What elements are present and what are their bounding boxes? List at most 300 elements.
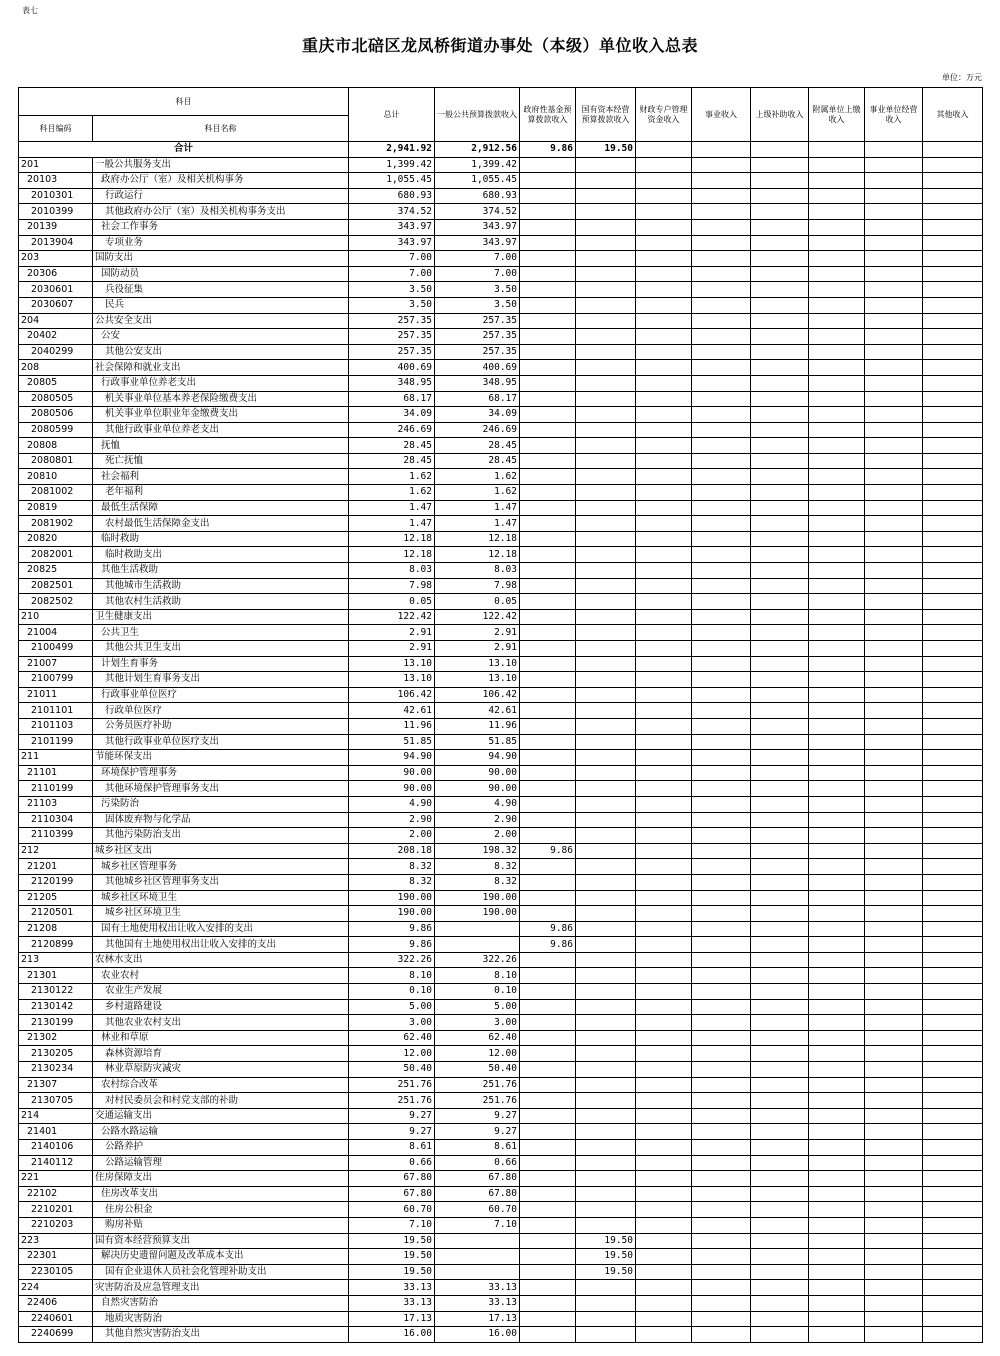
total-value (923, 142, 983, 158)
row-name: 其他城乡社区管理事务支出 (93, 874, 349, 890)
row-total: 19.50 (349, 1233, 435, 1249)
header-subject: 科目 (19, 88, 349, 116)
row-name: 临时救助支出 (93, 547, 349, 563)
row-total: 8.32 (349, 859, 435, 875)
row-empty-cell (809, 219, 865, 235)
row-empty-cell (923, 516, 983, 532)
row-total: 67.80 (349, 1171, 435, 1187)
row-empty-cell (636, 812, 692, 828)
table-row (19, 1155, 983, 1171)
row-gov-fund (520, 1108, 576, 1124)
row-name: 林业草原防灾减灾 (93, 1062, 349, 1078)
row-name: 农业农村 (93, 968, 349, 984)
row-code: 21201 (19, 859, 93, 875)
row-empty-cell (923, 375, 983, 391)
row-empty-cell (865, 375, 923, 391)
row-empty-cell (809, 1280, 865, 1296)
row-name: 机关事业单位基本养老保险缴费支出 (93, 391, 349, 407)
row-empty-cell (923, 1124, 983, 1140)
row-empty-cell (751, 796, 809, 812)
row-name: 其他公共卫生支出 (93, 641, 349, 657)
row-name: 其他生活救助 (93, 563, 349, 579)
total-value (809, 142, 865, 158)
row-code: 20805 (19, 375, 93, 391)
row-empty-cell (809, 407, 865, 423)
row-empty-cell (809, 952, 865, 968)
row-code: 2101199 (19, 734, 93, 750)
row-code: 2080801 (19, 453, 93, 469)
row-name: 社会保障和就业支出 (93, 360, 349, 376)
row-state-capital (576, 828, 636, 844)
row-empty-cell (809, 1093, 865, 1109)
table-row (19, 469, 983, 485)
row-code: 2140106 (19, 1140, 93, 1156)
row-empty-cell (751, 1280, 809, 1296)
row-gov-fund (520, 1264, 576, 1280)
row-general-budget: 0.05 (435, 594, 520, 610)
row-empty-cell (809, 188, 865, 204)
row-empty-cell (636, 188, 692, 204)
row-total: 12.00 (349, 1046, 435, 1062)
row-empty-cell (692, 297, 751, 313)
row-name: 对村民委员会和村党支部的补助 (93, 1093, 349, 1109)
row-code: 20825 (19, 563, 93, 579)
row-empty-cell (809, 469, 865, 485)
row-gov-fund (520, 1062, 576, 1078)
row-empty-cell (809, 703, 865, 719)
row-empty-cell (692, 859, 751, 875)
row-empty-cell (865, 703, 923, 719)
row-empty-cell (865, 1295, 923, 1311)
row-general-budget: 251.76 (435, 1093, 520, 1109)
row-empty-cell (751, 1295, 809, 1311)
row-code: 211 (19, 750, 93, 766)
row-empty-cell (636, 609, 692, 625)
row-empty-cell (751, 563, 809, 579)
row-empty-cell (865, 828, 923, 844)
row-state-capital (576, 594, 636, 610)
row-code: 2110304 (19, 812, 93, 828)
row-state-capital (576, 656, 636, 672)
row-state-capital (576, 1155, 636, 1171)
row-gov-fund (520, 453, 576, 469)
row-general-budget (435, 1233, 520, 1249)
row-general-budget: 0.10 (435, 984, 520, 1000)
row-state-capital (576, 438, 636, 454)
header-special-account: 财政专户管理资金收入 (636, 88, 692, 142)
row-name: 计划生育事务 (93, 656, 349, 672)
row-code: 2130199 (19, 1015, 93, 1031)
row-empty-cell (636, 952, 692, 968)
row-general-budget: 343.97 (435, 235, 520, 251)
row-empty-cell (865, 563, 923, 579)
row-general-budget: 8.32 (435, 859, 520, 875)
row-code: 2120199 (19, 874, 93, 890)
row-gov-fund (520, 1124, 576, 1140)
row-code: 2210203 (19, 1217, 93, 1233)
row-total: 257.35 (349, 344, 435, 360)
row-empty-cell (751, 547, 809, 563)
row-empty-cell (923, 313, 983, 329)
table-row (19, 1249, 983, 1265)
row-name: 污染防治 (93, 796, 349, 812)
row-empty-cell (692, 1046, 751, 1062)
row-empty-cell (751, 1264, 809, 1280)
row-empty-cell (751, 843, 809, 859)
row-empty-cell (809, 625, 865, 641)
row-total: 0.05 (349, 594, 435, 610)
row-gov-fund (520, 1186, 576, 1202)
row-total: 33.13 (349, 1280, 435, 1296)
row-general-budget: 13.10 (435, 656, 520, 672)
total-value (865, 142, 923, 158)
row-name: 城乡社区管理事务 (93, 859, 349, 875)
row-empty-cell (692, 672, 751, 688)
table-row (19, 656, 983, 672)
row-name: 国防动员 (93, 266, 349, 282)
row-code: 21208 (19, 921, 93, 937)
row-state-capital (576, 609, 636, 625)
row-gov-fund (520, 173, 576, 189)
row-empty-cell (751, 828, 809, 844)
row-state-capital (576, 625, 636, 641)
table-row (19, 765, 983, 781)
row-empty-cell (923, 687, 983, 703)
row-gov-fund (520, 687, 576, 703)
row-state-capital (576, 407, 636, 423)
row-total: 42.61 (349, 703, 435, 719)
row-empty-cell (636, 656, 692, 672)
row-empty-cell (636, 344, 692, 360)
row-empty-cell (809, 235, 865, 251)
row-empty-cell (751, 890, 809, 906)
table-row (19, 812, 983, 828)
row-empty-cell (923, 453, 983, 469)
row-total: 12.18 (349, 531, 435, 547)
table-row (19, 422, 983, 438)
row-empty-cell (865, 687, 923, 703)
row-empty-cell (809, 812, 865, 828)
total-value: 19.50 (576, 142, 636, 158)
row-empty-cell (751, 407, 809, 423)
row-total: 343.97 (349, 219, 435, 235)
row-empty-cell (636, 968, 692, 984)
row-empty-cell (809, 1030, 865, 1046)
row-name: 其他城市生活救助 (93, 578, 349, 594)
table-row (19, 1171, 983, 1187)
row-empty-cell (692, 1186, 751, 1202)
row-general-budget: 0.66 (435, 1155, 520, 1171)
row-empty-cell (923, 188, 983, 204)
row-general-budget: 13.10 (435, 672, 520, 688)
row-empty-cell (809, 656, 865, 672)
row-code: 2240601 (19, 1311, 93, 1327)
row-empty-cell (865, 297, 923, 313)
row-state-capital (576, 781, 636, 797)
row-empty-cell (923, 547, 983, 563)
row-empty-cell (692, 453, 751, 469)
row-total: 60.70 (349, 1202, 435, 1218)
row-state-capital (576, 1077, 636, 1093)
row-empty-cell (751, 999, 809, 1015)
row-empty-cell (636, 687, 692, 703)
row-empty-cell (809, 1077, 865, 1093)
row-state-capital (576, 921, 636, 937)
row-name: 社会工作事务 (93, 219, 349, 235)
row-general-budget: 67.80 (435, 1171, 520, 1187)
row-code: 2210201 (19, 1202, 93, 1218)
table-row (19, 984, 983, 1000)
row-total: 7.10 (349, 1217, 435, 1233)
row-empty-cell (865, 1140, 923, 1156)
row-empty-cell (636, 1311, 692, 1327)
row-code: 21301 (19, 968, 93, 984)
row-empty-cell (809, 578, 865, 594)
row-empty-cell (692, 1249, 751, 1265)
row-code: 21307 (19, 1077, 93, 1093)
row-state-capital (576, 1295, 636, 1311)
row-empty-cell (865, 968, 923, 984)
row-empty-cell (751, 625, 809, 641)
row-state-capital (576, 1046, 636, 1062)
row-gov-fund: 9.86 (520, 843, 576, 859)
row-empty-cell (751, 906, 809, 922)
row-name: 其他自然灾害防治支出 (93, 1327, 349, 1343)
row-code: 2140112 (19, 1155, 93, 1171)
header-state-capital: 国有资本经营预算拨款收入 (576, 88, 636, 142)
row-empty-cell (692, 734, 751, 750)
row-gov-fund (520, 578, 576, 594)
row-code: 2130205 (19, 1046, 93, 1062)
row-empty-cell (923, 734, 983, 750)
row-empty-cell (809, 1155, 865, 1171)
table-row (19, 563, 983, 579)
row-name: 住房保障支出 (93, 1171, 349, 1187)
row-empty-cell (636, 874, 692, 890)
row-empty-cell (923, 1264, 983, 1280)
row-state-capital (576, 1140, 636, 1156)
row-gov-fund (520, 1171, 576, 1187)
row-total: 3.00 (349, 1015, 435, 1031)
row-total: 1.47 (349, 500, 435, 516)
row-empty-cell (809, 547, 865, 563)
row-code: 2010301 (19, 188, 93, 204)
header-name: 科目名称 (93, 116, 349, 142)
table-row (19, 1327, 983, 1343)
row-name: 地质灾害防治 (93, 1311, 349, 1327)
row-state-capital (576, 204, 636, 220)
row-name: 公共卫生 (93, 625, 349, 641)
row-general-budget: 42.61 (435, 703, 520, 719)
table-row (19, 313, 983, 329)
table-row (19, 1030, 983, 1046)
row-general-budget: 2.90 (435, 812, 520, 828)
table-row (19, 485, 983, 501)
row-empty-cell (809, 500, 865, 516)
row-empty-cell (692, 469, 751, 485)
row-empty-cell (865, 1233, 923, 1249)
row-state-capital (576, 251, 636, 267)
row-general-budget: 374.52 (435, 204, 520, 220)
row-state-capital (576, 391, 636, 407)
row-empty-cell (751, 1046, 809, 1062)
row-general-budget: 5.00 (435, 999, 520, 1015)
row-total: 51.85 (349, 734, 435, 750)
table-row (19, 937, 983, 953)
row-empty-cell (865, 1264, 923, 1280)
row-state-capital (576, 859, 636, 875)
row-empty-cell (923, 1062, 983, 1078)
row-empty-cell (751, 1217, 809, 1233)
row-general-budget: 67.80 (435, 1186, 520, 1202)
table-row (19, 718, 983, 734)
row-empty-cell (923, 1093, 983, 1109)
row-empty-cell (636, 625, 692, 641)
row-gov-fund (520, 204, 576, 220)
row-empty-cell (923, 968, 983, 984)
row-empty-cell (923, 1046, 983, 1062)
row-empty-cell (809, 828, 865, 844)
row-name: 其他计划生育事务支出 (93, 672, 349, 688)
row-gov-fund (520, 968, 576, 984)
total-value: 2,912.56 (435, 142, 520, 158)
row-empty-cell (692, 313, 751, 329)
table-row (19, 890, 983, 906)
row-general-budget: 1.47 (435, 500, 520, 516)
row-code: 2081902 (19, 516, 93, 532)
row-total: 400.69 (349, 360, 435, 376)
row-empty-cell (865, 547, 923, 563)
row-empty-cell (923, 469, 983, 485)
row-empty-cell (636, 1046, 692, 1062)
row-empty-cell (636, 1217, 692, 1233)
row-empty-cell (865, 796, 923, 812)
row-code: 21007 (19, 656, 93, 672)
row-gov-fund (520, 796, 576, 812)
table-row (19, 531, 983, 547)
row-empty-cell (865, 1124, 923, 1140)
row-empty-cell (751, 578, 809, 594)
row-empty-cell (751, 1202, 809, 1218)
row-empty-cell (923, 765, 983, 781)
table-row (19, 952, 983, 968)
row-empty-cell (751, 329, 809, 345)
row-empty-cell (865, 407, 923, 423)
row-empty-cell (809, 1124, 865, 1140)
table-row (19, 1093, 983, 1109)
table-row (19, 1046, 983, 1062)
row-total: 19.50 (349, 1264, 435, 1280)
row-empty-cell (865, 219, 923, 235)
row-empty-cell (751, 1249, 809, 1265)
row-empty-cell (865, 609, 923, 625)
row-total: 9.27 (349, 1108, 435, 1124)
row-name: 公路运输管理 (93, 1155, 349, 1171)
row-empty-cell (692, 173, 751, 189)
row-empty-cell (751, 641, 809, 657)
row-code: 20810 (19, 469, 93, 485)
row-general-budget: 3.50 (435, 282, 520, 298)
table-row (19, 1186, 983, 1202)
row-general-budget: 322.26 (435, 952, 520, 968)
row-empty-cell (692, 251, 751, 267)
row-general-budget: 28.45 (435, 453, 520, 469)
row-empty-cell (923, 718, 983, 734)
row-empty-cell (865, 1062, 923, 1078)
row-empty-cell (751, 703, 809, 719)
row-empty-cell (692, 516, 751, 532)
row-gov-fund (520, 1249, 576, 1265)
row-state-capital (576, 1217, 636, 1233)
row-empty-cell (692, 641, 751, 657)
row-gov-fund (520, 1202, 576, 1218)
row-general-budget: 11.96 (435, 718, 520, 734)
header-affiliated-income: 附属单位上缴收入 (809, 88, 865, 142)
row-total: 5.00 (349, 999, 435, 1015)
row-empty-cell (923, 1171, 983, 1187)
row-general-budget: 251.76 (435, 1077, 520, 1093)
row-empty-cell (692, 703, 751, 719)
row-total: 1.47 (349, 516, 435, 532)
row-empty-cell (692, 500, 751, 516)
row-code: 20402 (19, 329, 93, 345)
row-state-capital (576, 235, 636, 251)
row-empty-cell (692, 625, 751, 641)
row-gov-fund (520, 1280, 576, 1296)
row-general-budget: 51.85 (435, 734, 520, 750)
table-row (19, 157, 983, 173)
row-empty-cell (809, 874, 865, 890)
row-code: 210 (19, 609, 93, 625)
row-empty-cell (809, 282, 865, 298)
table-row (19, 360, 983, 376)
row-code: 2101101 (19, 703, 93, 719)
row-empty-cell (809, 1311, 865, 1327)
row-code: 2120899 (19, 937, 93, 953)
row-empty-cell (751, 1124, 809, 1140)
row-empty-cell (636, 173, 692, 189)
table-body (19, 142, 983, 1343)
row-empty-cell (923, 485, 983, 501)
row-empty-cell (809, 781, 865, 797)
row-empty-cell (865, 453, 923, 469)
row-empty-cell (923, 906, 983, 922)
row-general-budget: 7.98 (435, 578, 520, 594)
table-row (19, 219, 983, 235)
row-empty-cell (923, 500, 983, 516)
row-general-budget: 9.27 (435, 1108, 520, 1124)
table-row (19, 375, 983, 391)
row-gov-fund (520, 563, 576, 579)
row-empty-cell (865, 765, 923, 781)
row-empty-cell (865, 485, 923, 501)
row-empty-cell (865, 578, 923, 594)
row-code: 22301 (19, 1249, 93, 1265)
row-empty-cell (692, 1327, 751, 1343)
total-value: 2,941.92 (349, 142, 435, 158)
row-empty-cell (751, 500, 809, 516)
row-total: 11.96 (349, 718, 435, 734)
row-empty-cell (865, 469, 923, 485)
row-empty-cell (636, 1280, 692, 1296)
row-empty-cell (636, 859, 692, 875)
row-empty-cell (923, 999, 983, 1015)
row-code: 2080506 (19, 407, 93, 423)
row-state-capital (576, 1093, 636, 1109)
table-row (19, 609, 983, 625)
row-state-capital (576, 173, 636, 189)
row-gov-fund (520, 1311, 576, 1327)
